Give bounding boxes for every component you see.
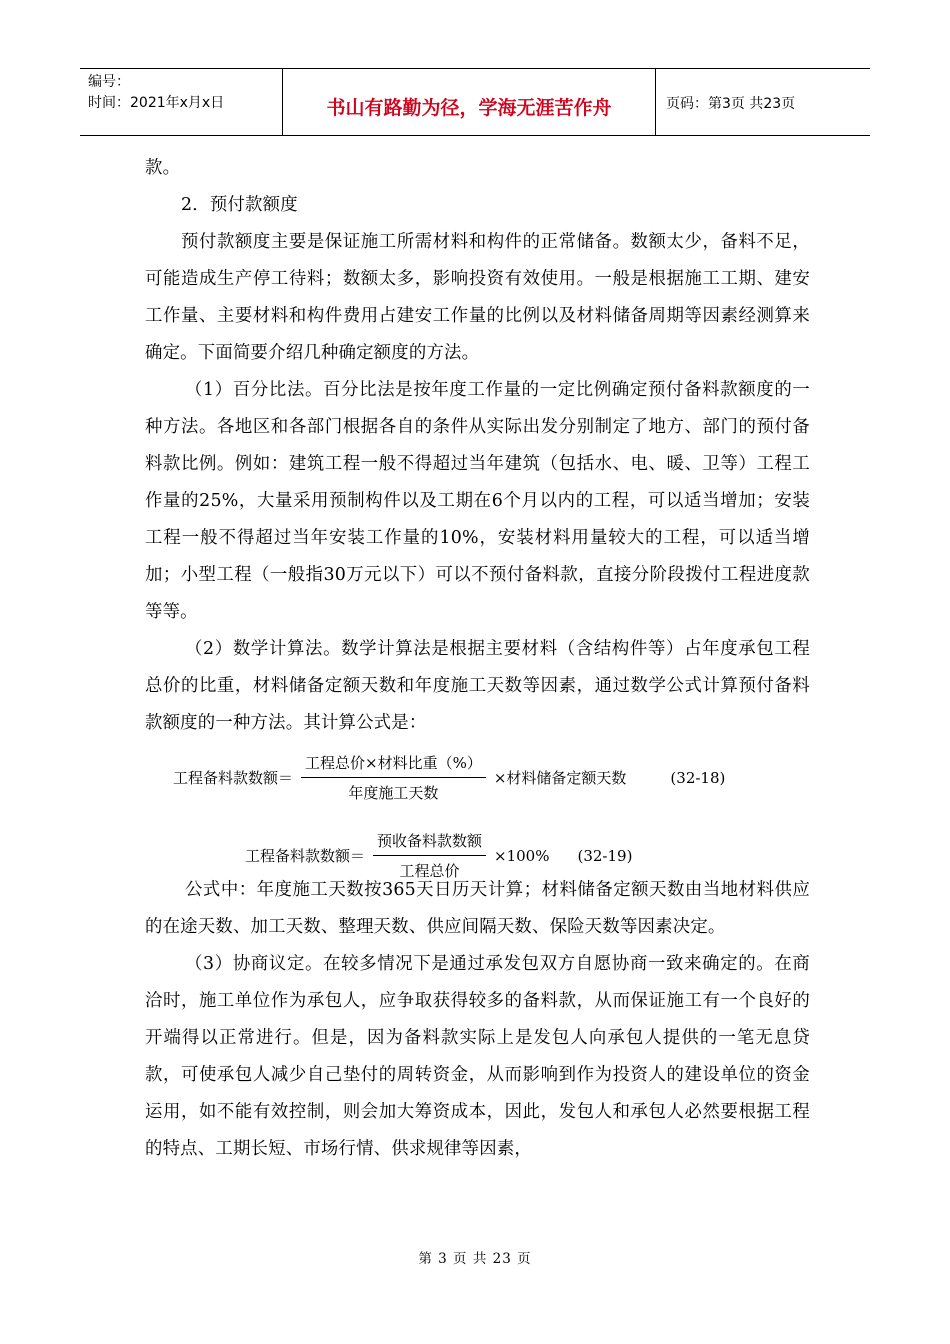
equation-number: (32-19) [577,846,633,865]
formula-32-18 [173,752,725,803]
formula-numerator: 预收备料款数额 [373,830,486,856]
section-heading: 2．预付款额度 [181,195,298,215]
paragraph: 预付款额度主要是保证施工所需材料和构件的正常储备。数额太少，备料不足，可能造成生产停工待料；数额太多，影响投资有效使用。一般是根据施工工期、建安工作量、主要材料和构件费用占建安工作量的比例以及材料储备周期等因素经测算来确定。下面简要介绍几种确定额度的方法。 [145,232,810,363]
header-page-info: 页码：第3页 共23页 [666,96,796,112]
equation-number: (32-18) [670,768,726,787]
paragraph: 公式中：年度施工天数按365天日历天计算；材料储备定额天数由当地材料供应的在途天数、加工天数、整理天数、供应间隔天数、保险天数等因素决定。 [145,880,810,937]
formula-numerator: 工程总价×材料比重（%） [301,752,486,778]
formula-rhs: ×材料储备定额天数 [493,769,627,787]
formula-denominator: 工程总价 [399,862,460,880]
formula-rhs: ×100% [494,846,550,865]
formula-lhs: 工程备料款数额＝ [173,769,294,787]
page-footer: 第 3 页 共 23 页 [418,1251,532,1267]
formula-lhs: 工程备料款数额＝ [245,847,366,865]
formula-fraction [301,752,486,803]
paragraph: 款。 [145,158,181,178]
header-meta-cell [80,69,283,135]
document-body-continued [145,872,810,1168]
formula-denominator: 年度施工天数 [348,784,439,802]
header-table [80,68,870,136]
document-body [145,150,810,742]
number-label: 编号： [88,74,130,90]
header-motto: 书山有路勤为径，学海无涯苦作舟 [283,69,656,135]
time-label: 时间：2021年x月x日 [88,95,225,111]
paragraph: （3）协商议定。在较多情况下是通过承发包双方自愿协商一致来确定的。在商洽时，施工单位作为承包人，应争取获得较多的备料款，从而保证施工有一个良好的开端得以正常进行。但是，因为备料款实际上是发包人向承包人提供的一笔无息贷款，可使承包人减少自己垫付的周转资金，从而影响到作为投资人的建设单位的资金运用，如不能有效控制，则会加大筹资成本，因此，发包人和承包人必然要根据工程的特点、工期长短、市场行情、供求规律等因素， [145,954,810,1159]
paragraph: （1）百分比法。百分比法是按年度工作量的一定比例确定预付备料款额度的一种方法。各地区和各部门根据各自的条件从实际出发分别制定了地方、部门的预付备料款比例。例如：建筑工程一般不得超过当年建筑（包括水、电、暖、卫等）工程工作量的25%，大量采用预制构件以及工期在6个月以内的工程，可以适当增加；安装工程一般不得超过当年安装工作量的10%，安装材料用量较大的工程，可以适当增加；小型工程（一般指30万元以下）可以不预付备料款，直接分阶段拨付工程进度款等等。 [145,380,810,622]
paragraph: （2）数学计算法。数学计算法是根据主要材料（含结构件等）占年度承包工程总价的比重，材料储备定额天数和年度施工天数等因素，通过数学公式计算预付备料款额度的一种方法。其计算公式是： [145,639,810,733]
